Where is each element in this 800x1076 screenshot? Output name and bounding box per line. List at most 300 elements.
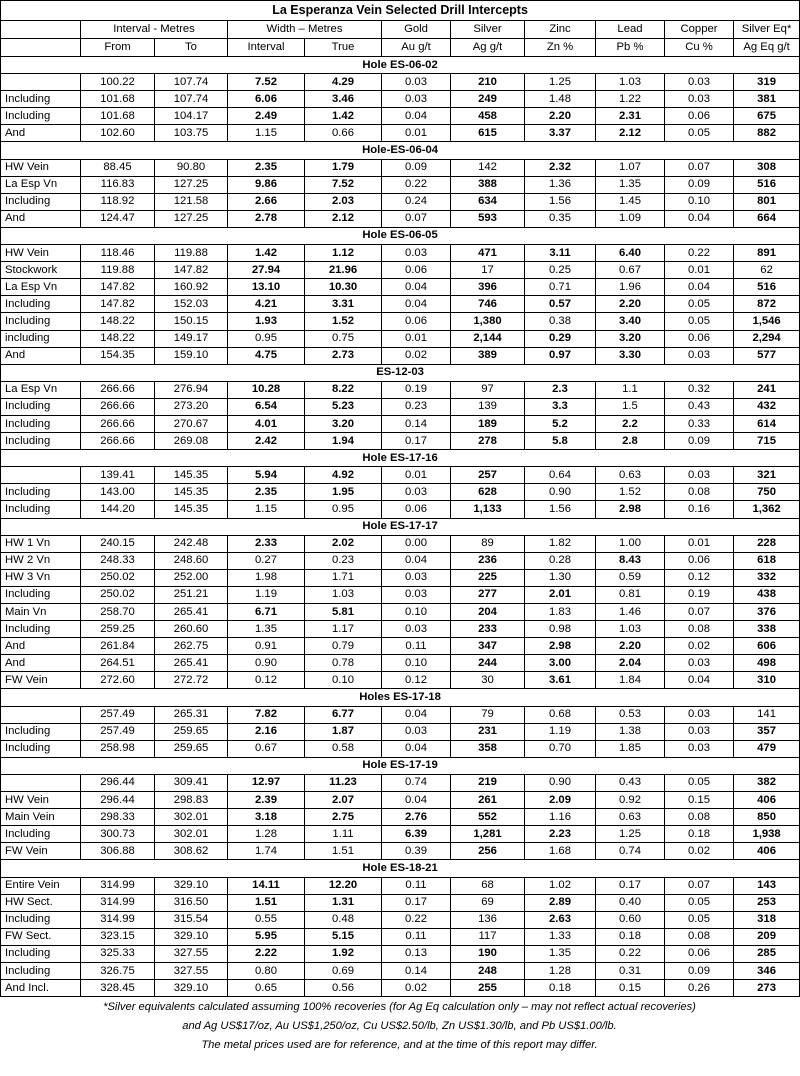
- cell-label: HW 1 Vn: [1, 535, 81, 552]
- cell-interval: 0.55: [228, 911, 305, 928]
- cell-from: 144.20: [81, 501, 155, 518]
- cell-copper: 0.03: [665, 723, 734, 740]
- cell-from: 101.68: [81, 108, 155, 125]
- cell-silver: 139: [451, 398, 525, 415]
- hole-section-header: [1, 142, 800, 159]
- cell-true-width: 2.02: [305, 535, 382, 552]
- cell-copper: 0.05: [665, 296, 734, 313]
- table-row: [1, 279, 800, 296]
- cell-true-width: 11.23: [305, 774, 382, 791]
- hole-section-header: [1, 689, 800, 706]
- cell-from: 266.66: [81, 415, 155, 432]
- cell-interval: 4.75: [228, 347, 305, 364]
- hole-name: Hole ES-17-16: [1, 450, 800, 467]
- cell-true-width: 5.15: [305, 928, 382, 945]
- cell-zinc: 1.30: [525, 569, 596, 586]
- cell-label: Including: [1, 962, 81, 979]
- cell-label: HW Vein: [1, 245, 81, 262]
- cell-true-width: 4.29: [305, 74, 382, 91]
- cell-gold: 0.00: [382, 535, 451, 552]
- cell-interval: 0.91: [228, 638, 305, 655]
- cell-silver-eq: 750: [734, 484, 800, 501]
- footnote-line: The metal prices used are for reference, and at the time of this report may differ.: [201, 1039, 598, 1052]
- cell-copper: 0.26: [665, 980, 734, 997]
- cell-to: 160.92: [155, 279, 228, 296]
- cell-true-width: 0.75: [305, 330, 382, 347]
- cell-label: FW Vein: [1, 672, 81, 689]
- cell-to: 308.62: [155, 843, 228, 860]
- cell-from: 250.02: [81, 569, 155, 586]
- cell-true-width: 1.51: [305, 843, 382, 860]
- cell-from: 325.33: [81, 945, 155, 962]
- cell-silver-eq: 516: [734, 176, 800, 193]
- cell-label: Including: [1, 484, 81, 501]
- cell-silver-eq: 310: [734, 672, 800, 689]
- cell-from: 326.75: [81, 962, 155, 979]
- cell-label: HW Vein: [1, 792, 81, 809]
- cell-silver: 204: [451, 604, 525, 621]
- cell-true-width: 2.73: [305, 347, 382, 364]
- header-width-metres: Width – Metres: [228, 21, 382, 39]
- table-row: [1, 809, 800, 826]
- cell-lead: 2.2: [596, 415, 665, 432]
- cell-true-width: 0.69: [305, 962, 382, 979]
- hole-name: Hole ES-06-05: [1, 227, 800, 244]
- cell-lead: 0.63: [596, 809, 665, 826]
- table-row: [1, 347, 800, 364]
- cell-silver-eq: 715: [734, 433, 800, 450]
- cell-from: 248.33: [81, 552, 155, 569]
- cell-true-width: 0.95: [305, 501, 382, 518]
- subheader-ag-unit: Ag g/t: [451, 39, 525, 57]
- cell-copper: 0.06: [665, 945, 734, 962]
- cell-interval: 0.27: [228, 552, 305, 569]
- cell-from: 328.45: [81, 980, 155, 997]
- cell-from: 266.66: [81, 433, 155, 450]
- cell-to: 309.41: [155, 774, 228, 791]
- hole-section-header: [1, 57, 800, 74]
- cell-to: 327.55: [155, 945, 228, 962]
- table-row: [1, 740, 800, 757]
- cell-silver: 389: [451, 347, 525, 364]
- cell-gold: 0.03: [382, 91, 451, 108]
- table-row: [1, 398, 800, 415]
- cell-from: 118.46: [81, 245, 155, 262]
- cell-true-width: 1.12: [305, 245, 382, 262]
- cell-to: 145.35: [155, 501, 228, 518]
- cell-true-width: 7.52: [305, 176, 382, 193]
- cell-lead: 0.74: [596, 843, 665, 860]
- cell-to: 298.83: [155, 792, 228, 809]
- cell-from: 100.22: [81, 74, 155, 91]
- cell-true-width: 3.20: [305, 415, 382, 432]
- cell-from: 148.22: [81, 313, 155, 330]
- cell-silver: 2,144: [451, 330, 525, 347]
- cell-label: HW Sect.: [1, 894, 81, 911]
- cell-copper: 0.01: [665, 262, 734, 279]
- cell-gold: 0.06: [382, 262, 451, 279]
- cell-copper: 0.09: [665, 176, 734, 193]
- cell-silver-eq: 228: [734, 535, 800, 552]
- cell-from: 118.92: [81, 193, 155, 210]
- cell-gold: 0.03: [382, 723, 451, 740]
- cell-interval: 4.21: [228, 296, 305, 313]
- cell-from: 257.49: [81, 723, 155, 740]
- cell-copper: 0.08: [665, 621, 734, 638]
- cell-to: 272.72: [155, 672, 228, 689]
- cell-silver-eq: 1,546: [734, 313, 800, 330]
- table-row: [1, 569, 800, 586]
- cell-copper: 0.08: [665, 484, 734, 501]
- cell-lead: 1.35: [596, 176, 665, 193]
- cell-silver: 79: [451, 706, 525, 723]
- cell-silver: 277: [451, 586, 525, 603]
- cell-true-width: 1.42: [305, 108, 382, 125]
- cell-gold: 0.06: [382, 501, 451, 518]
- cell-label: Including: [1, 313, 81, 330]
- cell-zinc: 1.82: [525, 535, 596, 552]
- cell-to: 262.75: [155, 638, 228, 655]
- cell-to: 302.01: [155, 826, 228, 843]
- cell-interval: 9.86: [228, 176, 305, 193]
- table-row: [1, 911, 800, 928]
- cell-interval: 4.01: [228, 415, 305, 432]
- cell-silver-eq: 872: [734, 296, 800, 313]
- cell-label: And: [1, 655, 81, 672]
- cell-zinc: 3.37: [525, 125, 596, 142]
- cell-silver: 210: [451, 74, 525, 91]
- cell-zinc: 1.16: [525, 809, 596, 826]
- cell-silver-eq: 308: [734, 159, 800, 176]
- cell-label: Including: [1, 740, 81, 757]
- cell-gold: 0.17: [382, 894, 451, 911]
- cell-label: And: [1, 638, 81, 655]
- table-row: [1, 125, 800, 142]
- cell-label: Main Vn: [1, 604, 81, 621]
- cell-silver: 68: [451, 877, 525, 894]
- cell-silver: 261: [451, 792, 525, 809]
- cell-from: 314.99: [81, 894, 155, 911]
- cell-gold: 2.76: [382, 809, 451, 826]
- cell-gold: 0.24: [382, 193, 451, 210]
- cell-lead: 0.17: [596, 877, 665, 894]
- cell-gold: 0.11: [382, 638, 451, 655]
- cell-from: 296.44: [81, 792, 155, 809]
- cell-true-width: 1.17: [305, 621, 382, 638]
- cell-label: Including: [1, 91, 81, 108]
- cell-from: 266.66: [81, 398, 155, 415]
- cell-from: 257.49: [81, 706, 155, 723]
- cell-label: HW 2 Vn: [1, 552, 81, 569]
- cell-copper: 0.32: [665, 381, 734, 398]
- cell-gold: 0.04: [382, 279, 451, 296]
- cell-zinc: 0.70: [525, 740, 596, 757]
- cell-copper: 0.18: [665, 826, 734, 843]
- cell-copper: 0.05: [665, 911, 734, 928]
- cell-lead: 1.22: [596, 91, 665, 108]
- cell-lead: 2.98: [596, 501, 665, 518]
- cell-interval: 1.98: [228, 569, 305, 586]
- cell-lead: 1.38: [596, 723, 665, 740]
- cell-silver: 231: [451, 723, 525, 740]
- cell-silver: 248: [451, 962, 525, 979]
- table-row: [1, 108, 800, 125]
- cell-silver-eq: 406: [734, 843, 800, 860]
- cell-copper: 0.10: [665, 193, 734, 210]
- cell-to: 121.58: [155, 193, 228, 210]
- cell-copper: 0.08: [665, 809, 734, 826]
- cell-zinc: 1.35: [525, 945, 596, 962]
- cell-zinc: 0.35: [525, 210, 596, 227]
- header-copper: Copper: [665, 21, 734, 39]
- table-row: [1, 621, 800, 638]
- cell-from: 314.99: [81, 877, 155, 894]
- table-row: [1, 433, 800, 450]
- cell-to: 260.60: [155, 621, 228, 638]
- cell-gold: 0.23: [382, 398, 451, 415]
- cell-to: 329.10: [155, 980, 228, 997]
- cell-gold: 6.39: [382, 826, 451, 843]
- cell-gold: 0.06: [382, 313, 451, 330]
- table-title-row: [1, 1, 800, 21]
- cell-true-width: 1.94: [305, 433, 382, 450]
- cell-from: 323.15: [81, 928, 155, 945]
- cell-lead: 1.03: [596, 621, 665, 638]
- cell-silver: 628: [451, 484, 525, 501]
- cell-silver: 117: [451, 928, 525, 945]
- header-silver-eq: Silver Eq*: [734, 21, 800, 39]
- subheader-to: To: [155, 39, 228, 57]
- cell-to: 265.41: [155, 655, 228, 672]
- cell-lead: 1.25: [596, 826, 665, 843]
- cell-lead: 2.12: [596, 125, 665, 142]
- cell-interval: 12.97: [228, 774, 305, 791]
- cell-silver-eq: 338: [734, 621, 800, 638]
- cell-silver-eq: 381: [734, 91, 800, 108]
- cell-from: 101.68: [81, 91, 155, 108]
- cell-gold: 0.03: [382, 621, 451, 638]
- hole-name: Hole ES-17-19: [1, 757, 800, 774]
- cell-true-width: 0.56: [305, 980, 382, 997]
- cell-zinc: 0.64: [525, 467, 596, 484]
- cell-lead: 0.40: [596, 894, 665, 911]
- cell-lead: 0.67: [596, 262, 665, 279]
- cell-gold: 0.12: [382, 672, 451, 689]
- cell-silver: 225: [451, 569, 525, 586]
- cell-zinc: 1.02: [525, 877, 596, 894]
- cell-interval: 2.78: [228, 210, 305, 227]
- hole-name: Hole ES-06-02: [1, 57, 800, 74]
- hole-name: Hole-ES-06-04: [1, 142, 800, 159]
- cell-zinc: 3.61: [525, 672, 596, 689]
- cell-lead: 3.30: [596, 347, 665, 364]
- cell-silver: 236: [451, 552, 525, 569]
- cell-true-width: 0.23: [305, 552, 382, 569]
- subheader-pb-unit: Pb %: [596, 39, 665, 57]
- cell-label: Including: [1, 108, 81, 125]
- cell-silver: 1,380: [451, 313, 525, 330]
- cell-silver-eq: 516: [734, 279, 800, 296]
- cell-zinc: 2.20: [525, 108, 596, 125]
- cell-lead: 3.20: [596, 330, 665, 347]
- cell-copper: 0.09: [665, 962, 734, 979]
- cell-interval: 5.94: [228, 467, 305, 484]
- cell-to: 276.94: [155, 381, 228, 398]
- cell-true-width: 1.03: [305, 586, 382, 603]
- cell-true-width: 12.20: [305, 877, 382, 894]
- cell-copper: 0.03: [665, 91, 734, 108]
- cell-copper: 0.43: [665, 398, 734, 415]
- cell-from: 154.35: [81, 347, 155, 364]
- cell-silver: 30: [451, 672, 525, 689]
- cell-interval: 1.74: [228, 843, 305, 860]
- cell-label: Including: [1, 586, 81, 603]
- cell-interval: 10.28: [228, 381, 305, 398]
- cell-silver-eq: 498: [734, 655, 800, 672]
- cell-to: 259.65: [155, 723, 228, 740]
- cell-true-width: 0.10: [305, 672, 382, 689]
- cell-zinc: 1.56: [525, 193, 596, 210]
- cell-lead: 2.20: [596, 638, 665, 655]
- cell-lead: 2.8: [596, 433, 665, 450]
- cell-zinc: 0.90: [525, 484, 596, 501]
- table-row: [1, 296, 800, 313]
- hole-section-header: [1, 518, 800, 535]
- cell-zinc: 0.29: [525, 330, 596, 347]
- cell-silver: 233: [451, 621, 525, 638]
- cell-from: 124.47: [81, 210, 155, 227]
- hole-section-header: [1, 450, 800, 467]
- cell-copper: 0.02: [665, 843, 734, 860]
- table-row: [1, 74, 800, 91]
- cell-silver: 17: [451, 262, 525, 279]
- header-silver: Silver: [451, 21, 525, 39]
- table-row: [1, 604, 800, 621]
- hole-section-header: [1, 227, 800, 244]
- cell-label: [1, 774, 81, 791]
- cell-from: 143.00: [81, 484, 155, 501]
- cell-to: 251.21: [155, 586, 228, 603]
- cell-silver-eq: 273: [734, 980, 800, 997]
- footnote-line: and Ag US$17/oz, Au US$1,250/oz, Cu US$2.50/lb, Zn US$1.30/lb, and Pb US$1.00/lb.: [182, 1020, 617, 1033]
- cell-interval: 2.49: [228, 108, 305, 125]
- cell-copper: 0.03: [665, 347, 734, 364]
- cell-silver-eq: 143: [734, 877, 800, 894]
- cell-label: Including: [1, 911, 81, 928]
- cell-interval: 0.65: [228, 980, 305, 997]
- cell-gold: 0.04: [382, 552, 451, 569]
- cell-to: 329.10: [155, 877, 228, 894]
- cell-from: 148.22: [81, 330, 155, 347]
- cell-gold: 0.04: [382, 740, 451, 757]
- cell-gold: 0.01: [382, 467, 451, 484]
- cell-from: 300.73: [81, 826, 155, 843]
- cell-gold: 0.07: [382, 210, 451, 227]
- subheader-from: From: [81, 39, 155, 57]
- cell-label: HW Vein: [1, 159, 81, 176]
- cell-true-width: 0.78: [305, 655, 382, 672]
- cell-interval: 7.82: [228, 706, 305, 723]
- table-row: [1, 706, 800, 723]
- cell-copper: 0.06: [665, 330, 734, 347]
- table-row: [1, 774, 800, 791]
- cell-true-width: 5.81: [305, 604, 382, 621]
- cell-silver-eq: 618: [734, 552, 800, 569]
- cell-copper: 0.04: [665, 279, 734, 296]
- cell-true-width: 0.48: [305, 911, 382, 928]
- table-title: La Esperanza Vein Selected Drill Intercepts: [1, 1, 800, 21]
- subheader-blank-cell: [1, 39, 81, 57]
- cell-silver: 458: [451, 108, 525, 125]
- cell-interval: 2.33: [228, 535, 305, 552]
- cell-label: Including: [1, 415, 81, 432]
- cell-silver: 256: [451, 843, 525, 860]
- cell-copper: 0.05: [665, 774, 734, 791]
- cell-interval: 2.16: [228, 723, 305, 740]
- footnote-line: *Silver equivalents calculated assuming 100% recoveries (for Ag Eq calculation only – may not reflect actual recoveries): [103, 1001, 696, 1014]
- table-row: [1, 586, 800, 603]
- cell-lead: 0.81: [596, 586, 665, 603]
- cell-silver-eq: 318: [734, 911, 800, 928]
- cell-interval: 6.06: [228, 91, 305, 108]
- table-row: [1, 723, 800, 740]
- cell-gold: 0.04: [382, 108, 451, 125]
- cell-label: Including: [1, 945, 81, 962]
- table-row: [1, 381, 800, 398]
- cell-silver-eq: 376: [734, 604, 800, 621]
- cell-true-width: 21.96: [305, 262, 382, 279]
- cell-lead: 1.84: [596, 672, 665, 689]
- cell-silver-eq: 850: [734, 809, 800, 826]
- cell-interval: 1.15: [228, 125, 305, 142]
- hole-name: Hole ES-18-21: [1, 860, 800, 877]
- cell-copper: 0.07: [665, 877, 734, 894]
- cell-label: FW Sect.: [1, 928, 81, 945]
- cell-interval: 2.42: [228, 433, 305, 450]
- cell-silver-eq: 438: [734, 586, 800, 603]
- cell-silver-eq: 606: [734, 638, 800, 655]
- hole-section-header: [1, 860, 800, 877]
- cell-silver-eq: 357: [734, 723, 800, 740]
- cell-label: Including: [1, 433, 81, 450]
- cell-copper: 0.06: [665, 552, 734, 569]
- cell-zinc: 1.56: [525, 501, 596, 518]
- cell-gold: 0.02: [382, 980, 451, 997]
- cell-lead: 0.63: [596, 467, 665, 484]
- cell-copper: 0.03: [665, 467, 734, 484]
- cell-zinc: 0.57: [525, 296, 596, 313]
- cell-label: [1, 467, 81, 484]
- cell-zinc: 0.68: [525, 706, 596, 723]
- cell-to: 327.55: [155, 962, 228, 979]
- cell-lead: 3.40: [596, 313, 665, 330]
- cell-copper: 0.06: [665, 108, 734, 125]
- cell-interval: 0.80: [228, 962, 305, 979]
- cell-true-width: 4.92: [305, 467, 382, 484]
- cell-interval: 2.35: [228, 159, 305, 176]
- cell-true-width: 0.79: [305, 638, 382, 655]
- cell-label: Including: [1, 296, 81, 313]
- cell-zinc: 5.2: [525, 415, 596, 432]
- cell-gold: 0.03: [382, 74, 451, 91]
- cell-interval: 2.22: [228, 945, 305, 962]
- cell-from: 264.51: [81, 655, 155, 672]
- cell-zinc: 3.11: [525, 245, 596, 262]
- cell-lead: 6.40: [596, 245, 665, 262]
- cell-from: 298.33: [81, 809, 155, 826]
- cell-label: Including: [1, 621, 81, 638]
- cell-from: 261.84: [81, 638, 155, 655]
